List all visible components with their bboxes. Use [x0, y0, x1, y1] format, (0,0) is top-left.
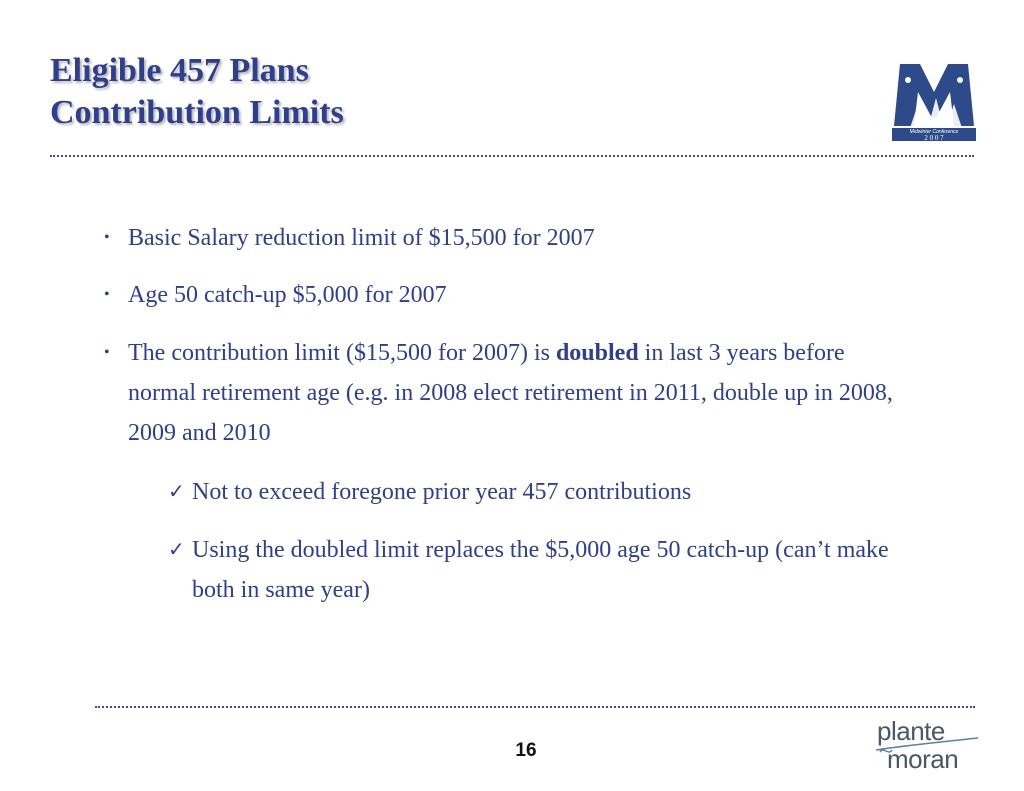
page-number: 16: [515, 740, 537, 761]
bullet-text: [128, 333, 908, 453]
bullet-emphasis: doubled: [555, 340, 639, 366]
brand-word-1: plante: [877, 716, 945, 746]
bullet-text-part: The contribution limit ($15,500 for 2007) is: [128, 340, 556, 366]
bullet-dot: •: [104, 286, 110, 303]
title-line-2: Contribution Limits: [50, 94, 344, 131]
brand-word-2: moran: [887, 744, 959, 774]
footer-divider: [95, 706, 975, 708]
conference-year: 2 0 0 7: [924, 134, 944, 142]
sub-bullet-text: Not to exceed foregone prior year 457 contributions: [192, 479, 692, 505]
plante-moran-logo: [870, 716, 990, 776]
checkmark-icon: ✓: [168, 481, 185, 503]
checkmark-icon: ✓: [168, 539, 185, 561]
conference-logo: [890, 58, 978, 142]
bullet-dot: •: [104, 229, 110, 246]
bullet-text: Basic Salary reduction limit of $15,500 for 2007: [128, 225, 595, 251]
bullet-dot: •: [104, 344, 110, 361]
bullet-text-part: in last 3 years before normal retirement age (e.g. in 2008 elect retirement in 2011, double up in 2008, 2009 and 2010: [128, 340, 893, 446]
conference-name: Midwinter Conference: [909, 129, 959, 135]
title-line-1: Eligible 457 Plans: [50, 52, 309, 89]
bullet-text: Age 50 catch-up $5,000 for 2007: [128, 282, 447, 308]
title-divider: [50, 155, 974, 157]
slide-title: [50, 50, 344, 134]
sub-bullet-text: Using the doubled limit replaces the $5,000 age 50 catch-up (can’t make both in same year): [192, 537, 889, 603]
